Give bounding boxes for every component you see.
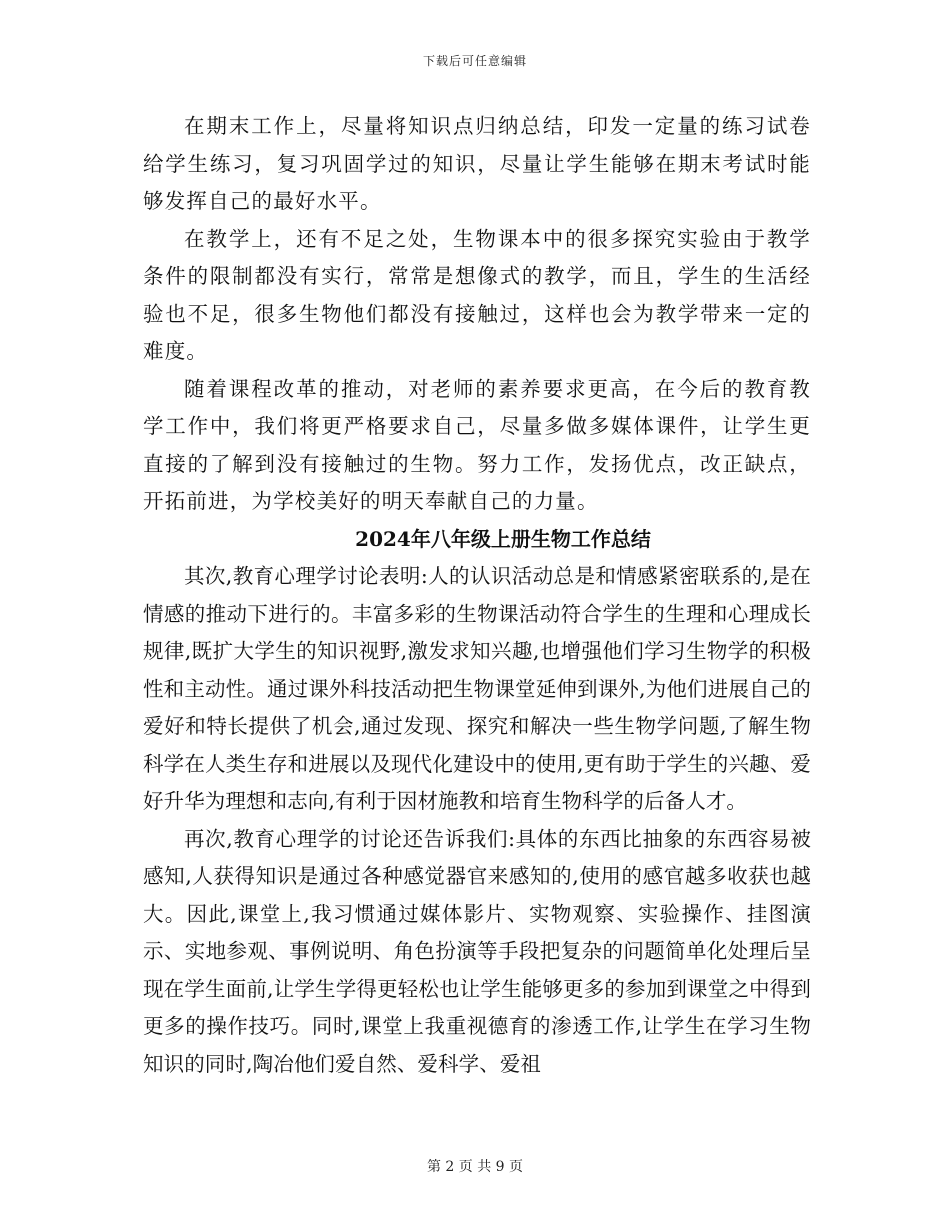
paragraph-curriculum-reform: 随着课程改革的推动，对老师的素养要求更高，在今后的教育教学工作中，我们将更严格要求自己，尽量多做多媒体课件，让学生更直接的了解到没有接触过的生物。努力工作，发扬优点，改正缺点，开拓前进，为学校美好的明天奉献自己的力量。 [143,376,811,513]
paragraph-teaching-shortcomings: 在教学上，还有不足之处，生物课本中的很多探究实验由于教学条件的限制都没有实行，常常是想像式的教学，而且，学生的生活经验也不足，很多生物他们都没有接触过，这样也会为教学带来一定的难度。 [143,226,811,363]
paragraph-psychology-senses: 再次,教育心理学的讨论还告诉我们:具体的东西比抽象的东西容易被感知,人获得知识是通过各种感觉器官来感知的,使用的感官越多收获也越大。因此,课堂上,我习惯通过媒体影片、实物观察、实验操作、挂图演示、实地参观、事例说明、角色扮演等手段把复杂的问题简单化处理后呈现在学生面前,让学生学得更轻松也让学生能够更多的参加到课堂之中得到更多的操作技巧。同时,课堂上我重视德育的渗透工作,让学生在学习生物知识的同时,陶冶他们爱自然、爱科学、爱祖 [143,826,811,1076]
paragraph-exam-work: 在期末工作上，尽量将知识点归纳总结，印发一定量的练习试卷给学生练习，复习巩固学过的知识，尽量让学生能够在期末考试时能够发挥自己的最好水平。 [143,114,811,213]
document-body [143,108,811,1083]
page-number-footer: 第 2 页 共 9 页 [426,1159,524,1175]
page-header-note: 下载后可任意编辑 [422,54,527,68]
paragraph-psychology-emotion: 其次,教育心理学讨论表明:人的认识活动总是和情感紧密联系的,是在情感的推动下进行的。丰富多彩的生物课活动符合学生的生理和心理成长规律,既扩大学生的知识视野,激发求知兴趣,也增强他们学习生物学的积极性和主动性。通过课外科技活动把生物课堂延伸到课外,为他们进展自己的爱好和特长提供了机会,通过发现、探究和解决一些生物学问题,了解生物科学在人类生存和进展以及现代化建设中的使用,更有助于学生的兴趣、爱好升华为理想和志向,有利于因材施教和培育生物科学的后备人才。 [143,564,811,813]
section-title: 2024年八年级上册生物工作总结 [355,526,651,551]
